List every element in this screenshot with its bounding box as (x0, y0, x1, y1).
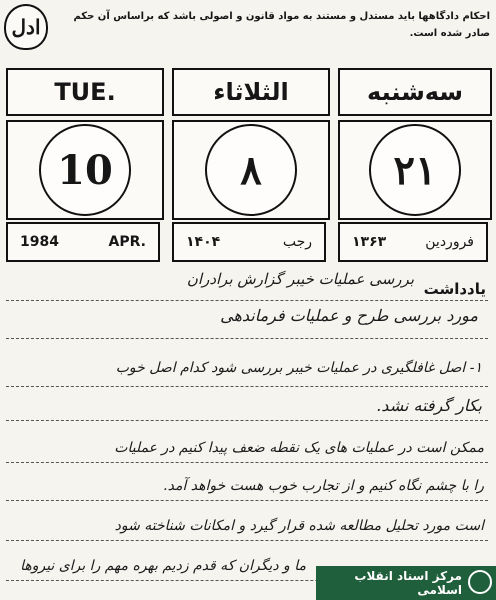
weekday-persian-box (338, 68, 492, 116)
note-rule (6, 462, 488, 463)
note-rule (6, 500, 488, 501)
shamsi-date-box (338, 222, 488, 262)
shamsi-day-box (338, 120, 492, 220)
shamsi-year: ۱۳۶۳ (352, 234, 387, 250)
handwritten-line: مورد بررسی طرح و عملیات فرماندهی (220, 306, 478, 325)
gregorian-date-box (6, 222, 160, 262)
archive-logo-icon (468, 570, 492, 594)
note-rule (6, 540, 488, 541)
weekday-arabic: الثلاثاء (213, 78, 289, 106)
note-rule (6, 338, 488, 339)
notes-label: یادداشت (423, 280, 486, 298)
archive-watermark (316, 566, 496, 600)
handwritten-line: است مورد تحلیل مطالعه شده قرار گیرد و امکانات شناخته شود (114, 518, 484, 534)
hijri-date-box (172, 222, 326, 262)
header-quote: احکام دادگاهها باید مستدل و مستند به مواد قانون و اصولی باشد که براساس آن حکم صادر شده است. (73, 11, 490, 39)
hijri-day-number: ۸ (205, 124, 297, 216)
note-rule (6, 420, 488, 421)
hijri-day-box (172, 120, 330, 220)
hijri-year: ۱۴۰۴ (186, 234, 221, 250)
gregorian-month: APR. (108, 234, 146, 250)
emblem-icon: ادل (4, 4, 48, 50)
gregorian-day-number: 10 (39, 124, 131, 216)
gregorian-year: 1984 (20, 234, 59, 250)
hijri-month: رجب (282, 234, 312, 250)
note-rule (6, 386, 488, 387)
shamsi-month: فروردین (425, 234, 474, 250)
handwritten-line: بررسی عملیات خیبر گزارش برادران (186, 270, 414, 288)
handwritten-line: ما و دیگران که قدم زدیم بهره مهم را برای نیروها (20, 558, 306, 574)
weekday-english: TUE. (54, 78, 116, 106)
shamsi-day-number: ۲۱ (369, 124, 461, 216)
handwritten-line: ممکن است در عملیات های یک نقطه ضعف پیدا کنیم در عملیات (114, 440, 484, 456)
note-rule (6, 300, 488, 301)
gregorian-day-box (6, 120, 164, 220)
handwritten-line: بکار گرفته نشد. (376, 396, 482, 415)
watermark-text: مرکز اسناد انقلاب اسلامی (354, 569, 462, 597)
handwritten-line: را با چشم نگاه کنیم و از تجارب خوب هست خواهد آمد. (163, 478, 484, 494)
handwritten-line: ۱- اصل غافلگیری در عملیات خیبر بررسی شود کدام اصل خوب (115, 360, 482, 376)
weekday-english-box (6, 68, 164, 116)
weekday-persian: سه‌شنبه (367, 78, 463, 106)
weekday-arabic-box (172, 68, 330, 116)
